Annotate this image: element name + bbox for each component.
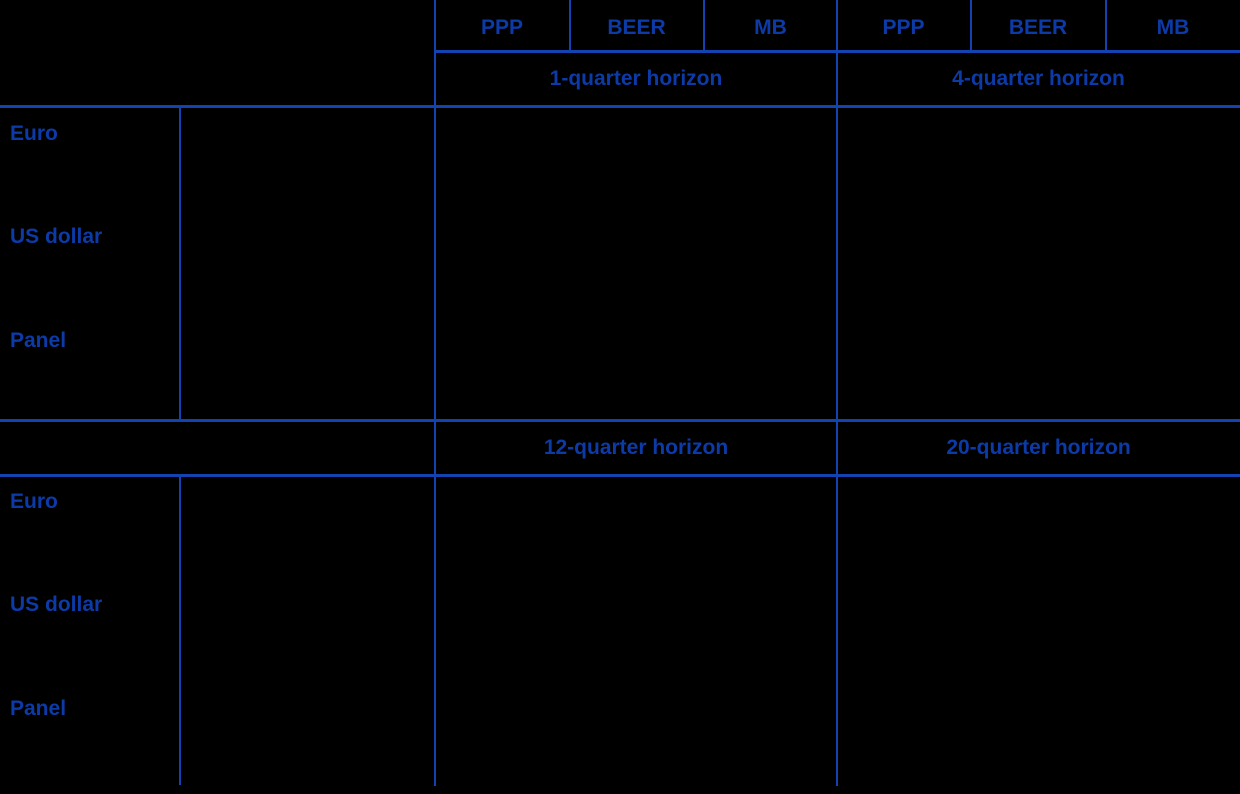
horizon-header-4-quarter: 4-quarter horizon	[952, 67, 1125, 90]
grid-line-vertical-mid-block	[836, 0, 838, 786]
column-header-mb-2: MB	[1156, 16, 1190, 39]
grid-line-label-sep-top	[179, 106, 181, 422]
row-label-euro-1: Euro	[10, 122, 58, 145]
grid-line-label-sep-bottom	[179, 475, 181, 785]
horizon-header-1-quarter: 1-quarter horizon	[549, 67, 723, 90]
column-header-ppp-2: PPP	[882, 16, 925, 39]
column-header-ppp-1: PPP	[480, 16, 524, 39]
grid-line-under-horizon-band-2	[0, 474, 1240, 477]
row-label-us-dollar-2: US dollar	[10, 593, 103, 616]
grid-line-under-horizon-band-1	[0, 105, 1240, 108]
grid-line-vertical-left-block	[434, 0, 436, 786]
column-header-beer-2: BEER	[1008, 16, 1068, 39]
horizon-header-12-quarter: 12-quarter horizon	[543, 436, 729, 459]
row-label-us-dollar-1: US dollar	[10, 225, 103, 248]
row-label-panel-2: Panel	[10, 697, 67, 720]
horizon-header-20-quarter: 20-quarter horizon	[946, 436, 1131, 459]
row-label-euro-2: Euro	[10, 490, 58, 513]
column-header-beer-1: BEER	[607, 16, 666, 39]
column-header-mb-1: MB	[754, 16, 787, 39]
row-label-panel-1: Panel	[10, 329, 67, 352]
